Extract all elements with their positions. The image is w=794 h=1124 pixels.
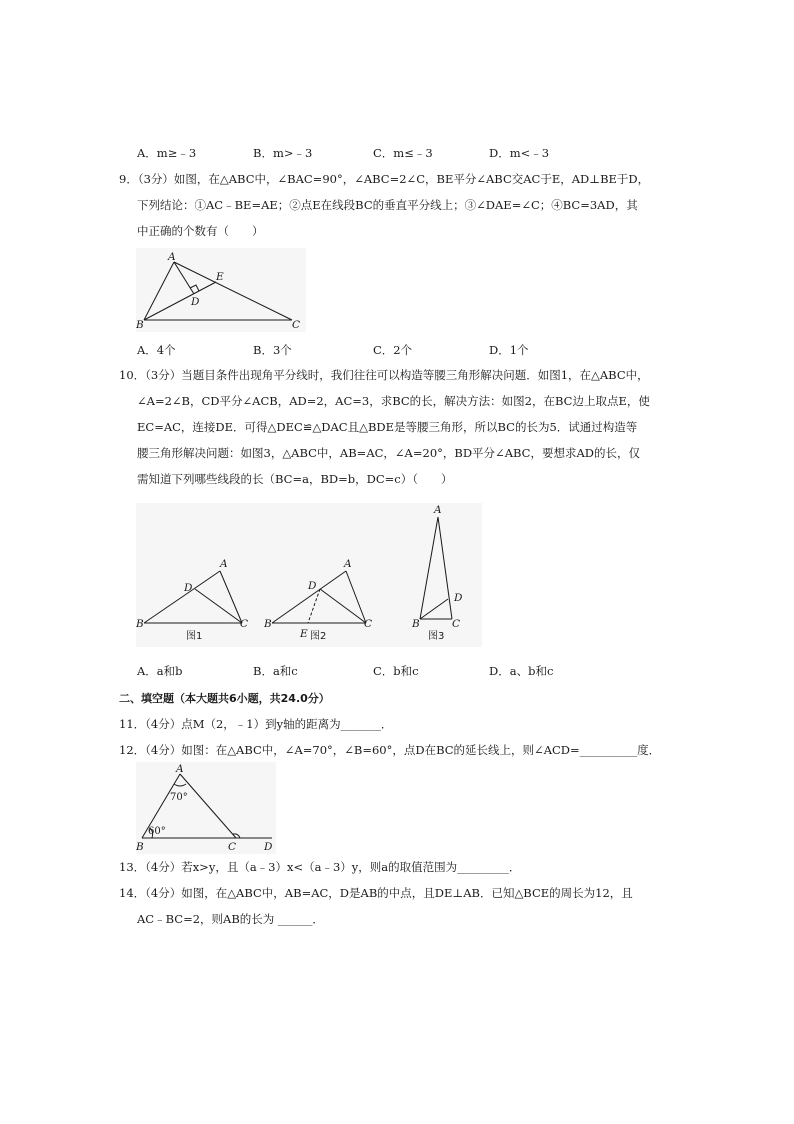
q10-line-2: ∠A=2∠B，CD平分∠ACB，AD=2，AC=3，求BC的长，解决方法：如图2，在BC边上取点E，使: [137, 394, 650, 408]
q12-label-a: A: [176, 763, 184, 775]
fig3-label-a: A: [434, 504, 442, 516]
q14-line-2: AC﹣BC=2，则AB的长为 ______．: [137, 912, 324, 926]
fig2-label-c: C: [364, 618, 373, 630]
fig1-label-d: D: [184, 582, 193, 594]
q10-line-1: 10．（3分）当题目条件出现角平分线时，我们往往可以构造等腰三角形解决问题．如图1，在△ABC中，: [119, 368, 649, 382]
q13-text: 13．（4分）若x>y，且（a﹣3）x<（a﹣3）y，则a的取值范围为_________．: [119, 860, 521, 874]
fig1-caption: 图1: [186, 631, 203, 642]
q9-option-c: C．2个: [373, 343, 413, 357]
q9-option-b: B．3个: [253, 343, 292, 357]
q9-label-d: D: [191, 296, 200, 308]
fig2-label-d: D: [308, 580, 317, 592]
fig1-label-a: A: [220, 558, 228, 570]
fig3-label-d: D: [454, 592, 463, 604]
q8-option-c: C．m≤﹣3: [373, 146, 433, 160]
q9-option-a: A．4个: [137, 343, 176, 357]
q12-label-c: C: [228, 841, 237, 853]
q12-angle-a-label: 70°: [170, 792, 188, 803]
q9-line-1: 9．（3分）如图，在△ABC中，∠BAC=90°，∠ABC=2∠C，BE平分∠ABC交AC于E，AD⊥BE于D，: [119, 172, 650, 186]
q10-option-d: D．a、b和c: [489, 664, 554, 678]
q8-option-a: A．m≥﹣3: [137, 146, 197, 160]
q12-label-b: B: [136, 841, 144, 853]
fig2-label-e: E: [300, 628, 308, 640]
fig1-label-c: C: [240, 618, 249, 630]
q9-label-c: C: [292, 319, 301, 331]
q12-figure: [136, 762, 276, 854]
q8-option-d: D．m<﹣3: [489, 146, 550, 160]
section-2-heading: 二、填空题（本大题共6小题，共24.0分）: [119, 692, 330, 705]
q9-option-d: D．1个: [489, 343, 529, 357]
fig3-label-b: B: [412, 618, 420, 630]
q10-figures: [136, 503, 482, 647]
q10-line-4: 腰三角形解决问题：如图3，△ABC中，AB=AC，∠A=20°，BD平分∠ABC，要想求AD的长，仅: [137, 446, 640, 460]
q10-line-5: 需知道下列哪些线段的长（BC=a，BD=b，DC=c）（ ）: [137, 472, 453, 486]
fig2-caption: 图2: [310, 631, 327, 642]
q10-line-3: EC=AC，连接DE．可得△DEC≌△DAC且△BDE是等腰三角形，所以BC的长为5．试通过构造等: [137, 420, 638, 434]
q9-line-3: 中正确的个数有（ ）: [137, 224, 264, 238]
q10-option-a: A．a和b: [137, 664, 183, 678]
q10-option-c: C．b和c: [373, 664, 419, 678]
q12-angle-b-label: 60°: [148, 826, 166, 837]
fig3-caption: 图3: [428, 631, 445, 642]
fig2-label-a: A: [344, 558, 352, 570]
q9-label-a: A: [168, 251, 176, 263]
q9-line-2: 下列结论：①AC﹣BE=AE；②点E在线段BC的垂直平分线上；③∠DAE=∠C；④BC=3AD，其: [137, 198, 638, 212]
fig1-label-b: B: [136, 618, 144, 630]
fig2-label-b: B: [264, 618, 272, 630]
fig3-label-c: C: [452, 618, 461, 630]
q10-option-b: B．a和c: [253, 664, 298, 678]
q11-text: 11．（4分）点M（2，﹣1）到y轴的距离为_______．: [119, 717, 393, 731]
q12-text: 12．（4分）如图：在△ABC中，∠A=70°，∠B=60°，点D在BC的延长线上，则∠ACD=__________度．: [119, 743, 661, 757]
q9-label-b: B: [136, 319, 144, 331]
q8-option-b: B．m>﹣3: [253, 146, 313, 160]
q9-figure: [136, 248, 306, 332]
q9-label-e: E: [216, 271, 224, 283]
q12-label-d: D: [264, 841, 273, 853]
q14-line-1: 14．（4分）如图，在△ABC中，AB=AC，D是AB的中点，且DE⊥AB．已知△BCE的周长为12，且: [119, 886, 633, 900]
